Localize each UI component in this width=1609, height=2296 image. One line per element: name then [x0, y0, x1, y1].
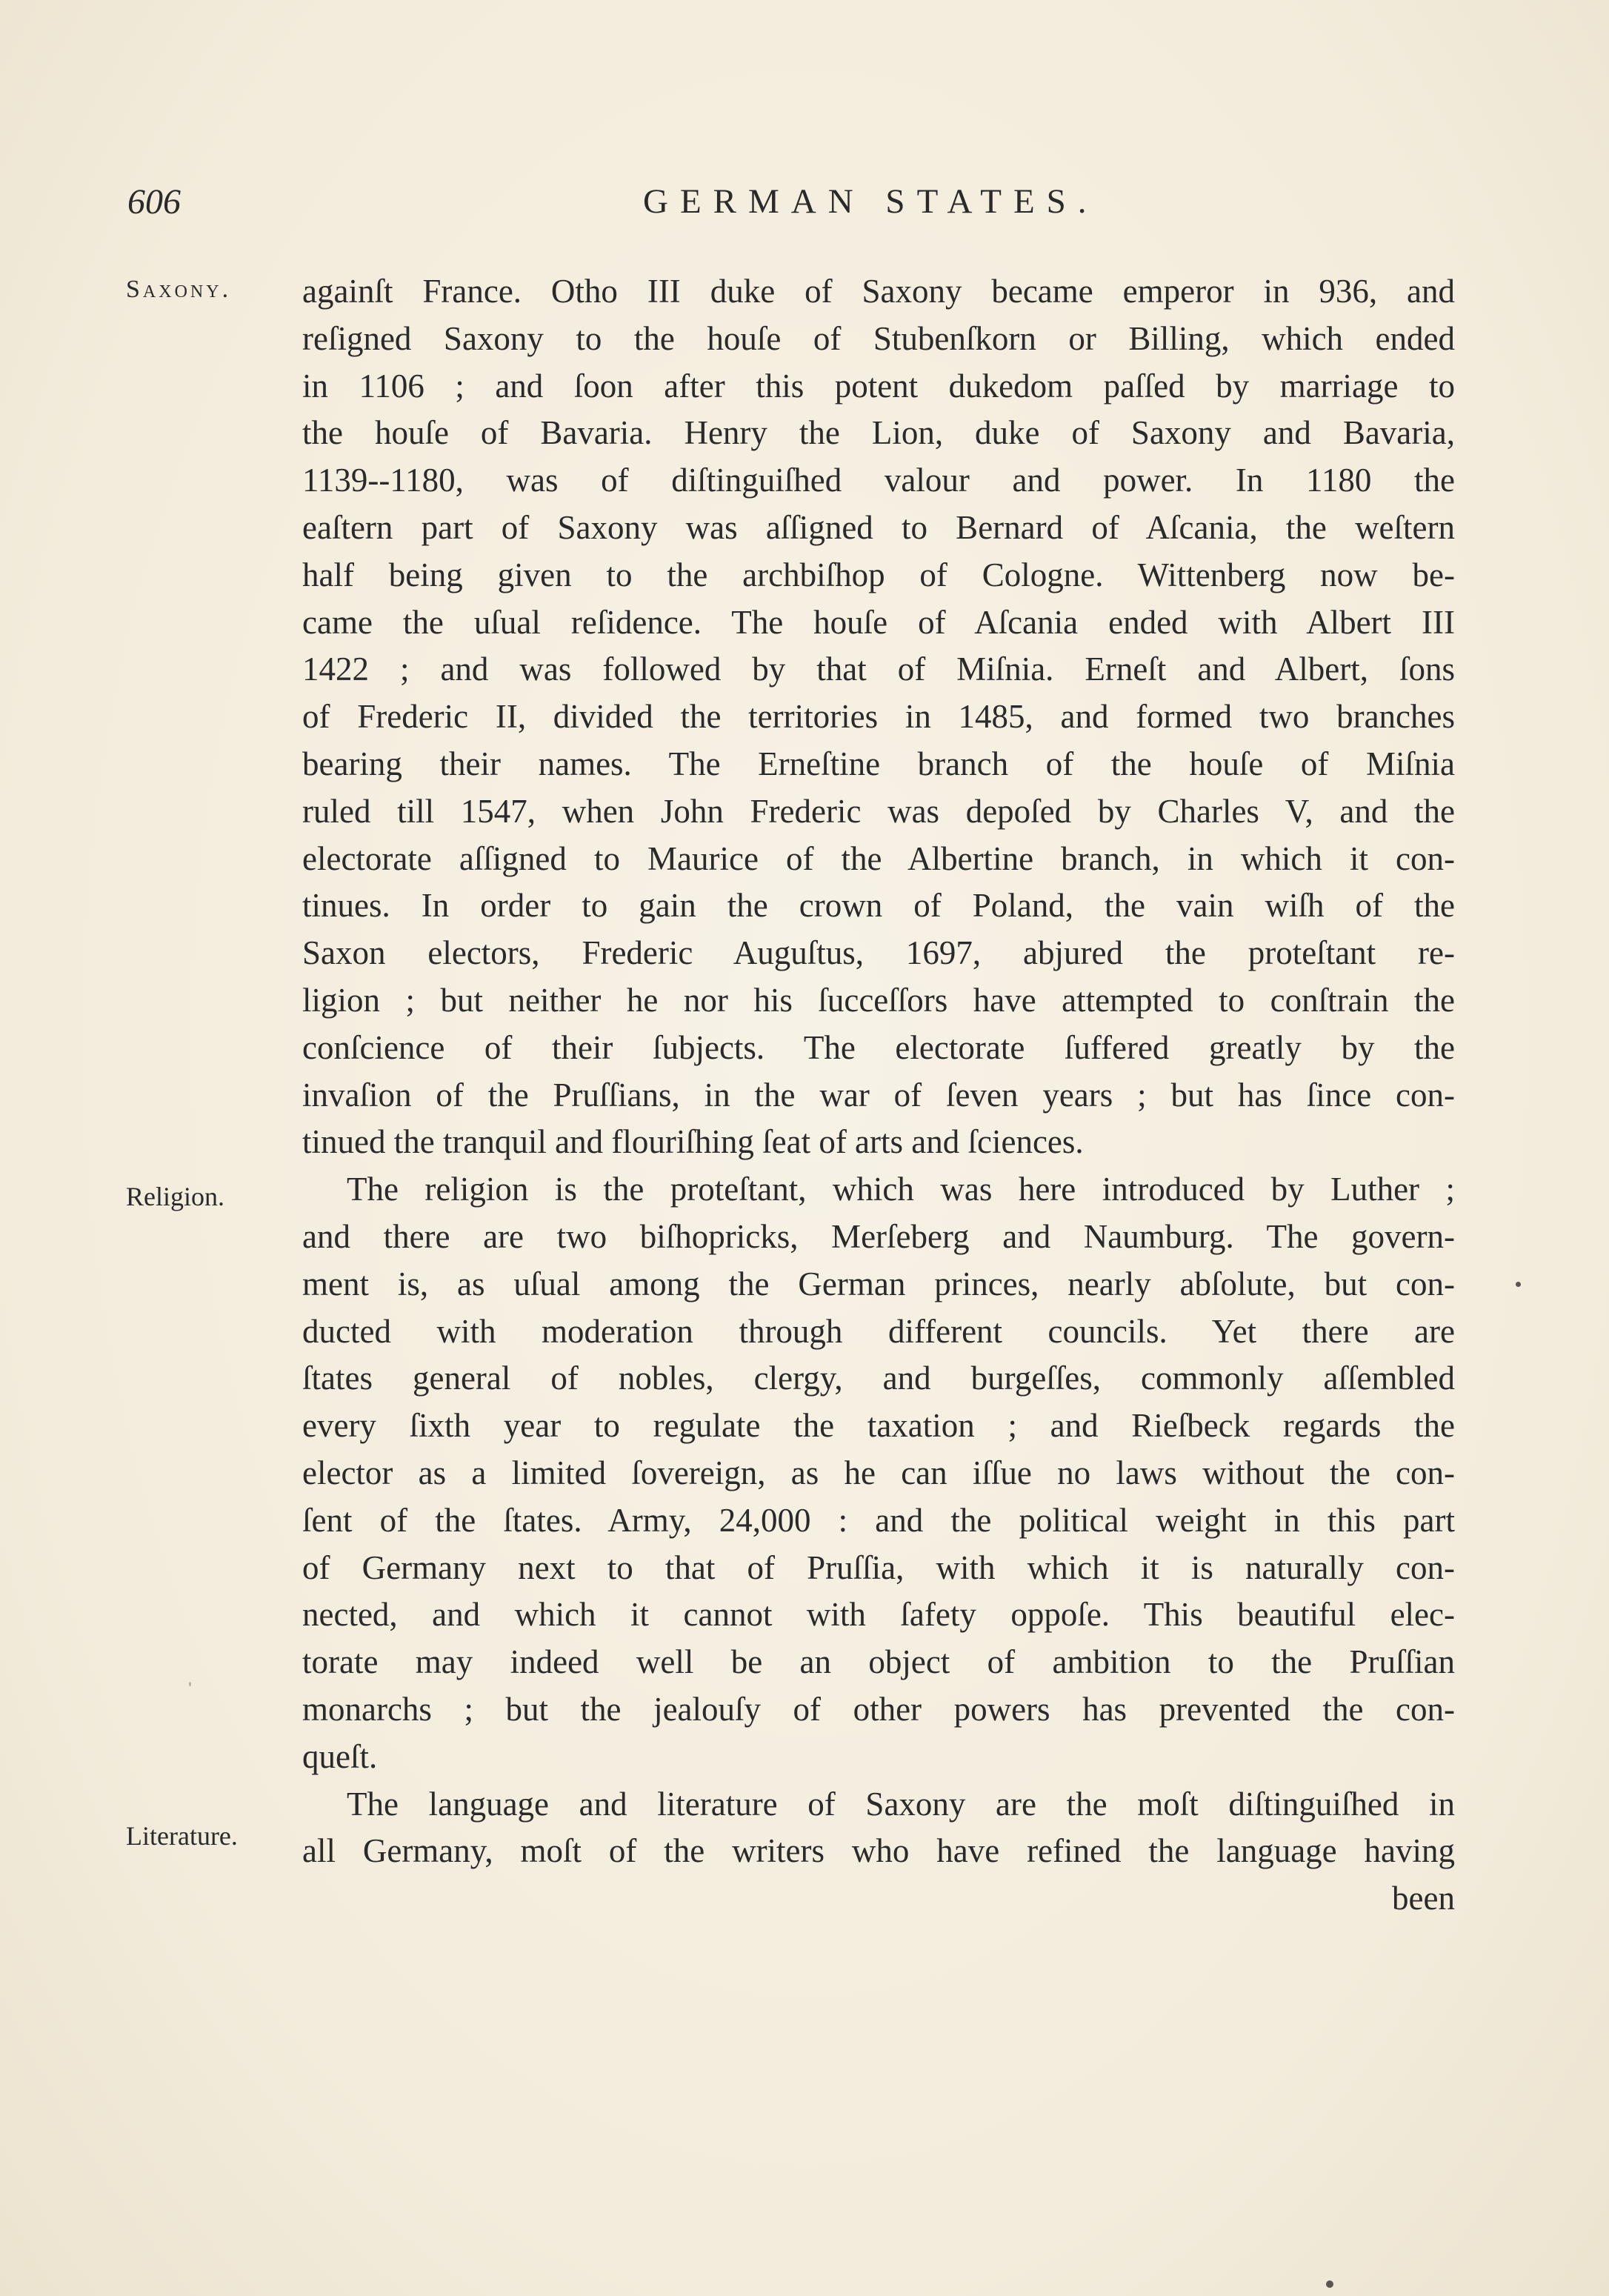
sidenote-saxony: Saxony. — [126, 276, 232, 303]
text-line: all Germany, moſt of the writers who have refined the language having — [302, 1832, 1455, 1870]
text-line: The language and literature of Saxony are the moſt diſtinguiſhed in — [347, 1785, 1455, 1823]
text-line: the houſe of Bavaria. Henry the Lion, duke of Saxony and Bavaria, — [302, 414, 1455, 452]
ink-speck — [1326, 2280, 1333, 2288]
text-line: torate may indeed well be an object of ambition to the Pruſſian — [302, 1643, 1455, 1681]
text-line: every ſixth year to regulate the taxation ; and Rieſbeck regards the — [302, 1407, 1455, 1445]
text-line: ducted with moderation through different councils. Yet there are — [302, 1312, 1455, 1350]
text-line: elector as a limited ſovereign, as he can iſſue no laws without the con- — [302, 1454, 1455, 1491]
text-line: ment is, as uſual among the German princes, nearly abſolute, but con- — [302, 1265, 1455, 1302]
catchword: been — [1392, 1880, 1455, 1917]
running-head: GERMAN STATES. — [643, 182, 1099, 221]
text-line: againſt France. Otho III duke of Saxony became emperor in 936, and — [302, 273, 1455, 310]
text-line: The religion is the proteſtant, which was here introduced by Luther ; — [347, 1171, 1455, 1208]
text-line: nected, and which it cannot with ſafety oppoſe. This beautiful elec- — [302, 1596, 1455, 1634]
text-line: conſcience of their ſubjects. The electorate ſuffered greatly by the — [302, 1028, 1455, 1066]
text-line: ſtates general of nobles, clergy, and burgeſſes, commonly aſſembled — [302, 1360, 1455, 1397]
text-line: electorate aſſigned to Maurice of the Albertine branch, in which it con- — [302, 839, 1455, 877]
text-line: half being given to the archbiſhop of Cologne. Wittenberg now be- — [302, 556, 1455, 593]
text-line: and there are two biſhopricks, Merſeberg and Naumburg. The govern- — [302, 1217, 1455, 1255]
page-number: 606 — [127, 182, 181, 222]
text-line: ligion ; but neither he nor his ſucceſſors have attempted to conſtrain the — [302, 981, 1455, 1019]
text-line: in 1106 ; and ſoon after this potent dukedom paſſed by marriage to — [302, 367, 1455, 405]
text-line: Saxon electors, Frederic Auguſtus, 1697, abjured the proteſtant re- — [302, 934, 1455, 972]
ink-speck — [189, 1682, 191, 1686]
text-line: of Frederic II, divided the territories in 1485, and formed two branches — [302, 698, 1455, 736]
text-line: ſent of the ſtates. Army, 24,000 : and the political weight in this part — [302, 1501, 1455, 1539]
ink-speck — [1516, 1282, 1521, 1287]
sidenote-literature: Literature. — [126, 1821, 238, 1851]
paragraph-saxony-history — [302, 268, 1455, 1923]
text-line: ruled till 1547, when John Frederic was depoſed by Charles V, and the — [302, 792, 1455, 830]
text-line: monarchs ; but the jealouſy of other powers has prevented the con- — [302, 1690, 1455, 1728]
text-line: eaſtern part of Saxony was aſſigned to Bernard of Aſcania, the weſtern — [302, 508, 1455, 546]
text-line: 1139--1180, was of diſtinguiſhed valour and power. In 1180 the — [302, 462, 1455, 499]
text-line: bearing their names. The Erneſtine branch of the houſe of Miſnia — [302, 745, 1455, 782]
text-line: 1422 ; and was followed by that of Miſnia. Erneſt and Albert, ſons — [302, 650, 1455, 688]
text-line: reſigned Saxony to the houſe of Stubenſkorn or Billing, which ended — [302, 319, 1455, 357]
text-line: queſt. — [302, 1737, 378, 1775]
text-line: invaſion of the Pruſſians, in the war of ſeven years ; but has ſince con- — [302, 1076, 1455, 1114]
text-line: came the uſual reſidence. The houſe of Aſcania ended with Albert III — [302, 603, 1455, 641]
text-line: tinued the tranquil and flouriſhing ſeat of arts and ſciences. — [302, 1123, 1084, 1161]
text-line: of Germany next to that of Pruſſia, with which it is naturally con- — [302, 1548, 1455, 1586]
text-line: tinues. In order to gain the crown of Poland, the vain wiſh of the — [302, 887, 1455, 925]
sidenote-religion: Religion. — [126, 1182, 224, 1211]
